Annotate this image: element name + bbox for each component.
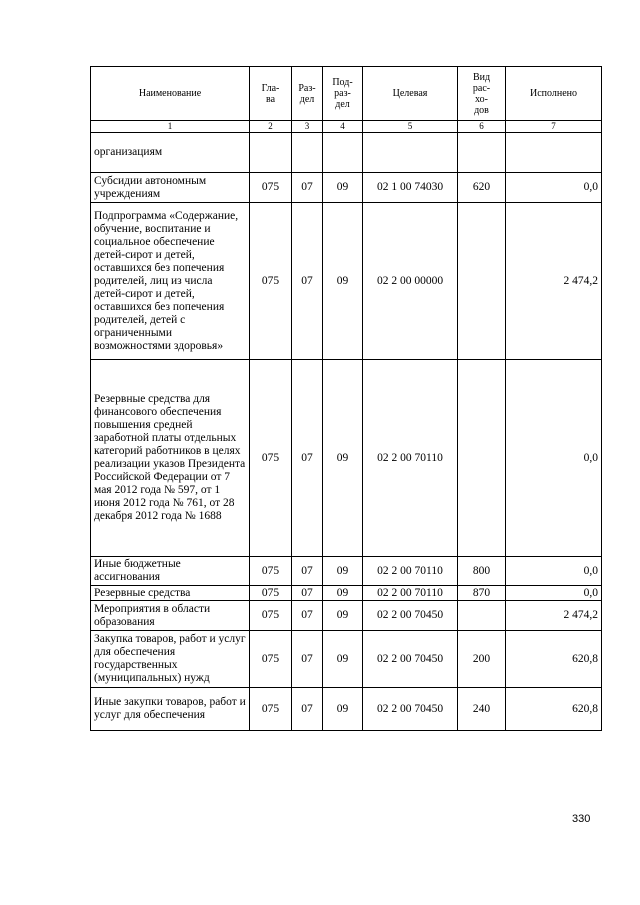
- cell-vid: [458, 203, 506, 360]
- cell-ispolneno: 0,0: [506, 586, 602, 601]
- cell-celevaya: 02 2 00 70110: [363, 557, 458, 586]
- cell-vid: 240: [458, 688, 506, 731]
- cell-name: организациям: [91, 133, 250, 173]
- cell-name: Подпрограмма «Содержание, обучение, воспитание и социальное обеспечение детей-сирот и детей, оставшихся без попечения родителей, лиц из числа детей-сирот и детей, оставшихся без попечения родителей, детей с ограниченными возможностями здоровья»: [91, 203, 250, 360]
- column-index: 5: [363, 121, 458, 133]
- header-podrazdel: Под- раз- дел: [323, 67, 363, 121]
- cell-name: Резервные средства для финансового обеспечения повышения средней заработной платы отдельных категорий работников в целях реализации указов Президента Российской Федерации от 7 мая 2012 года № 597, от 1 июня 2012 года № 761, от 28 декабря 2012 года № 1688: [91, 360, 250, 557]
- cell-vid: 620: [458, 173, 506, 203]
- cell-razdel: 07: [292, 360, 323, 557]
- table-row: [91, 631, 602, 688]
- table-row: [91, 173, 602, 203]
- cell-glava: 075: [250, 557, 292, 586]
- cell-podrazdel: 09: [323, 586, 363, 601]
- cell-glava: 075: [250, 631, 292, 688]
- cell-celevaya: 02 2 00 70450: [363, 601, 458, 631]
- budget-table: [90, 66, 602, 731]
- cell-vid: [458, 133, 506, 173]
- column-index: 6: [458, 121, 506, 133]
- cell-vid: 800: [458, 557, 506, 586]
- cell-celevaya: 02 1 00 74030: [363, 173, 458, 203]
- header-glava: Гла- ва: [250, 67, 292, 121]
- cell-vid: 870: [458, 586, 506, 601]
- table-row: [91, 133, 602, 173]
- cell-ispolneno: 2 474,2: [506, 601, 602, 631]
- cell-celevaya: 02 2 00 00000: [363, 203, 458, 360]
- cell-podrazdel: 09: [323, 631, 363, 688]
- cell-podrazdel: 09: [323, 688, 363, 731]
- cell-razdel: 07: [292, 173, 323, 203]
- table-row: [91, 688, 602, 731]
- column-index: 3: [292, 121, 323, 133]
- column-index: 1: [91, 121, 250, 133]
- column-index-row: [91, 121, 602, 133]
- cell-razdel: [292, 133, 323, 173]
- cell-celevaya: 02 2 00 70110: [363, 360, 458, 557]
- cell-podrazdel: 09: [323, 360, 363, 557]
- table-row: [91, 360, 602, 557]
- column-index: 4: [323, 121, 363, 133]
- cell-name: Иные бюджетные ассигнования: [91, 557, 250, 586]
- cell-glava: 075: [250, 586, 292, 601]
- cell-vid: [458, 601, 506, 631]
- cell-glava: 075: [250, 203, 292, 360]
- header-razdel: Раз- дел: [292, 67, 323, 121]
- cell-podrazdel: 09: [323, 173, 363, 203]
- cell-name: Субсидии автономным учреждениям: [91, 173, 250, 203]
- cell-glava: 075: [250, 601, 292, 631]
- cell-razdel: 07: [292, 601, 323, 631]
- cell-razdel: 07: [292, 557, 323, 586]
- column-index: 7: [506, 121, 602, 133]
- cell-ispolneno: 0,0: [506, 557, 602, 586]
- cell-podrazdel: 09: [323, 557, 363, 586]
- cell-razdel: 07: [292, 586, 323, 601]
- cell-name: Иные закупки товаров, работ и услуг для обеспечения: [91, 688, 250, 731]
- cell-podrazdel: 09: [323, 601, 363, 631]
- cell-podrazdel: 09: [323, 203, 363, 360]
- header-ispolneno: Исполнено: [506, 67, 602, 121]
- cell-glava: 075: [250, 688, 292, 731]
- cell-ispolneno: 0,0: [506, 173, 602, 203]
- cell-ispolneno: 0,0: [506, 360, 602, 557]
- cell-name: Резервные средства: [91, 586, 250, 601]
- cell-celevaya: 02 2 00 70450: [363, 688, 458, 731]
- cell-glava: [250, 133, 292, 173]
- cell-razdel: 07: [292, 688, 323, 731]
- page-number: 330: [572, 813, 591, 825]
- cell-vid: 200: [458, 631, 506, 688]
- cell-ispolneno: 620,8: [506, 631, 602, 688]
- cell-glava: 075: [250, 173, 292, 203]
- cell-podrazdel: [323, 133, 363, 173]
- cell-celevaya: [363, 133, 458, 173]
- table-row: [91, 601, 602, 631]
- cell-ispolneno: 620,8: [506, 688, 602, 731]
- cell-glava: 075: [250, 360, 292, 557]
- header-name: Наименование: [91, 67, 250, 121]
- cell-celevaya: 02 2 00 70110: [363, 586, 458, 601]
- table-row: [91, 586, 602, 601]
- cell-name: Закупка товаров, работ и услуг для обеспечения государственных (муниципальных) нужд: [91, 631, 250, 688]
- cell-celevaya: 02 2 00 70450: [363, 631, 458, 688]
- table-row: [91, 203, 602, 360]
- cell-razdel: 07: [292, 631, 323, 688]
- header-vid-rashodov: Вид рас- хо- дов: [458, 67, 506, 121]
- cell-name: Мероприятия в области образования: [91, 601, 250, 631]
- header-celevaya: Целевая: [363, 67, 458, 121]
- column-index: 2: [250, 121, 292, 133]
- header-row: [91, 67, 602, 121]
- cell-razdel: 07: [292, 203, 323, 360]
- cell-ispolneno: 2 474,2: [506, 203, 602, 360]
- cell-ispolneno: [506, 133, 602, 173]
- table-row: [91, 557, 602, 586]
- cell-vid: [458, 360, 506, 557]
